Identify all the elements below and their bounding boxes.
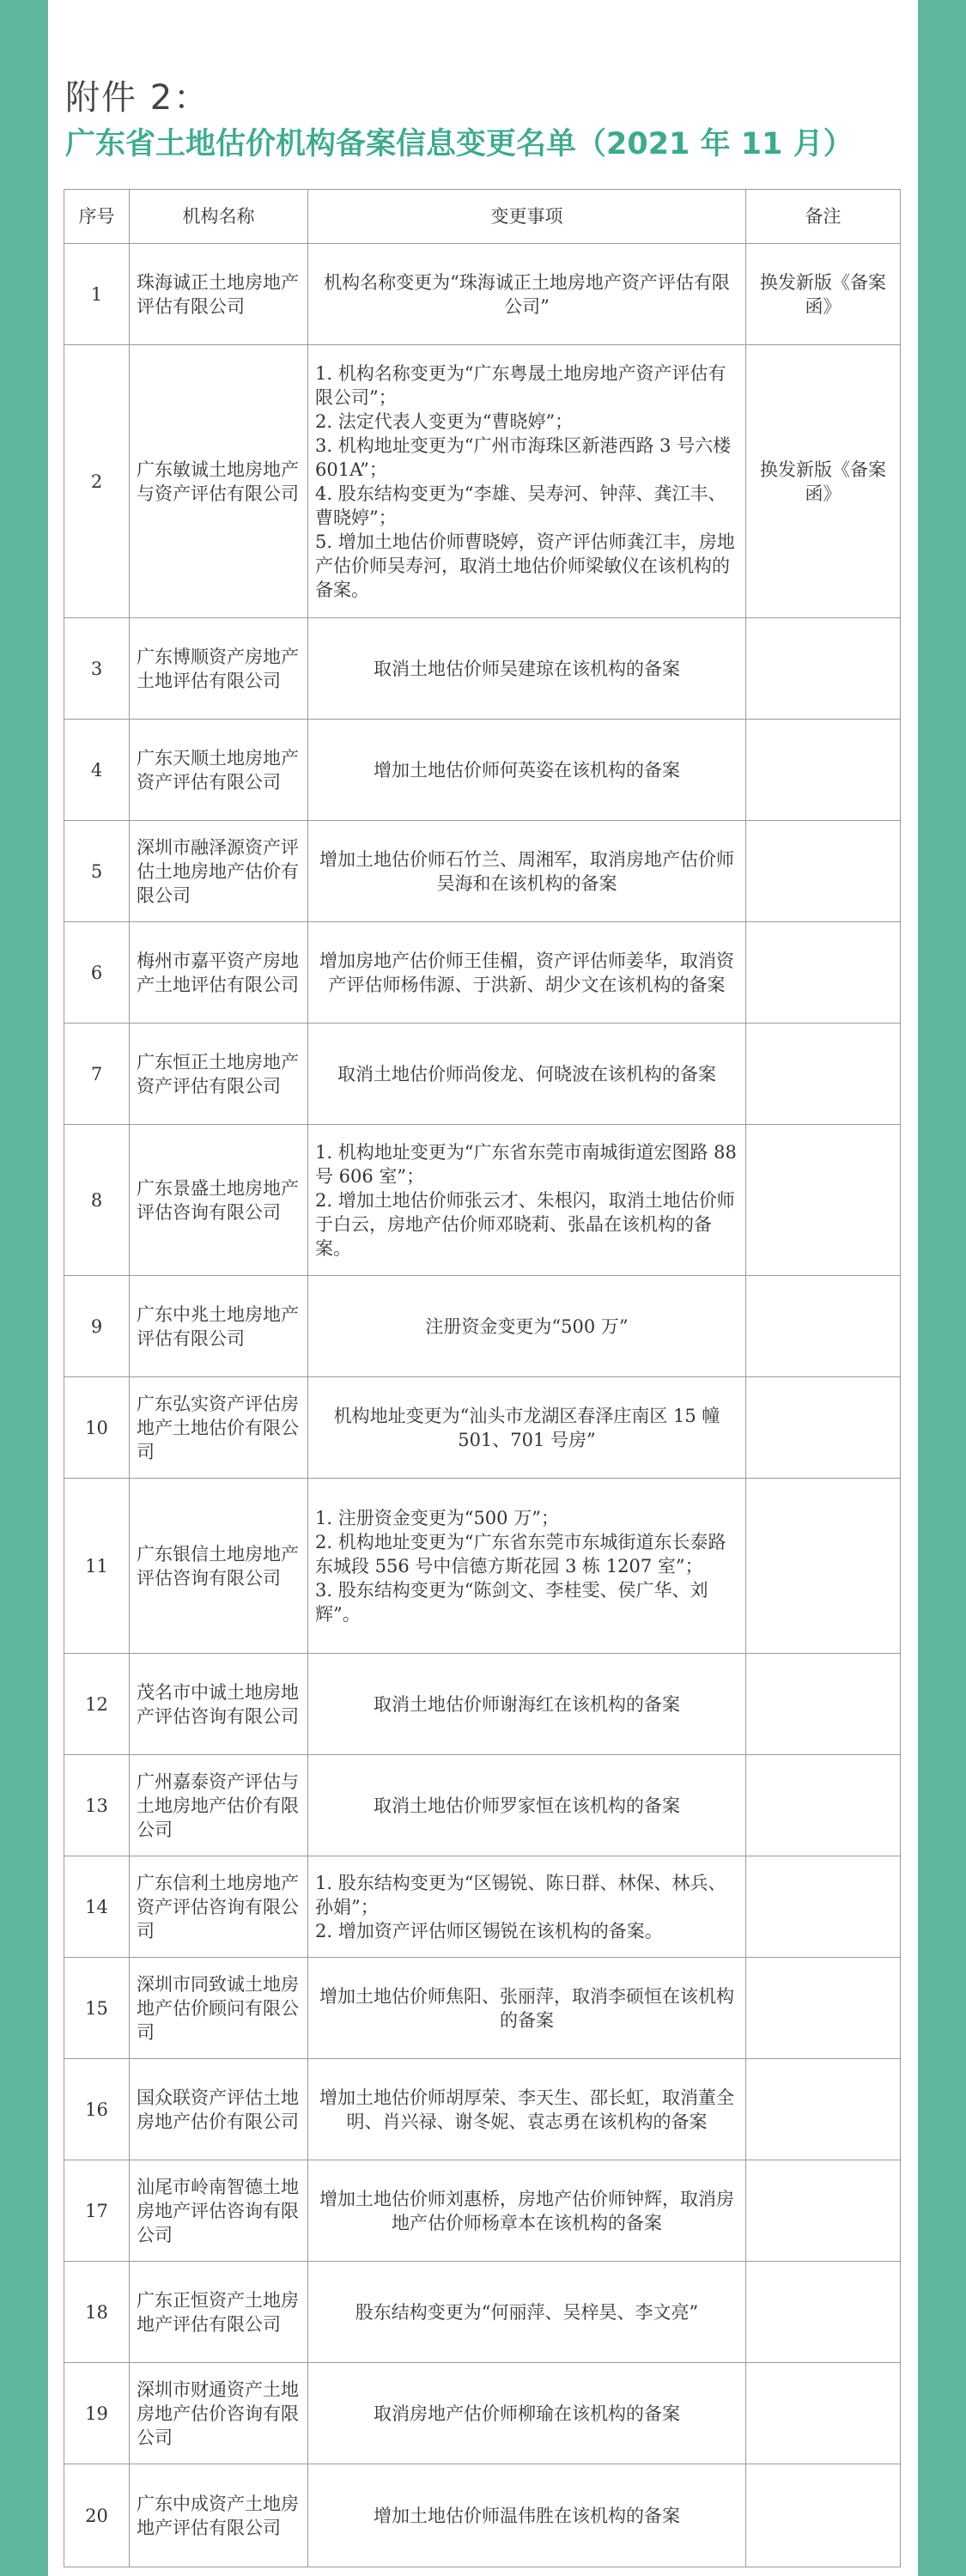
row-number: 2 bbox=[64, 345, 130, 618]
row-number: 5 bbox=[64, 821, 130, 922]
change-items-cell bbox=[308, 1856, 746, 1958]
org-name-cell: 广东天顺土地房地产资产评估有限公司 bbox=[130, 720, 308, 821]
row-number: 10 bbox=[64, 1377, 130, 1479]
table-row bbox=[64, 618, 901, 720]
remarks-cell bbox=[746, 2363, 901, 2464]
org-name-cell: 深圳市融泽源资产评估土地房地产估价有限公司 bbox=[130, 821, 308, 922]
row-number: 8 bbox=[64, 1125, 130, 1276]
table-row bbox=[64, 1276, 901, 1377]
document-title: 广东省土地估价机构备案信息变更名单（2021 年 11 月） bbox=[65, 127, 854, 161]
change-items-cell bbox=[308, 1654, 746, 1755]
org-name-cell: 广东中成资产土地房地产评估有限公司 bbox=[130, 2464, 308, 2567]
table-header-row bbox=[64, 190, 901, 244]
change-items-cell bbox=[308, 2160, 746, 2262]
org-name-cell: 深圳市财通资产土地房地产估价咨询有限公司 bbox=[130, 2363, 308, 2464]
table-row bbox=[64, 1856, 901, 1958]
change-item-line: 增加房地产估价师王佳楣，资产评估师姜华，取消资产评估师杨伟源、于洪新、胡少文在该机构的备案 bbox=[319, 950, 734, 995]
change-item-line: 3. 机构地址变更为“广州市海珠区新港西路 3 号六楼 601A”； bbox=[315, 434, 732, 480]
remarks-cell bbox=[746, 1755, 901, 1856]
change-items-cell bbox=[308, 244, 746, 345]
change-item-line: 取消房地产估价师柳瑜在该机构的备案 bbox=[374, 2403, 680, 2424]
header-org-name: 机构名称 bbox=[130, 190, 308, 244]
remarks-cell bbox=[746, 1125, 901, 1276]
document-page bbox=[48, 0, 918, 2576]
change-items-cell bbox=[308, 345, 746, 618]
table-row bbox=[64, 1024, 901, 1125]
table-row bbox=[64, 1755, 901, 1856]
row-number: 19 bbox=[64, 2363, 130, 2464]
table-row bbox=[64, 2464, 901, 2567]
org-name-cell: 广东正恒资产土地房地产评估有限公司 bbox=[130, 2262, 308, 2363]
change-items-cell bbox=[308, 618, 746, 720]
table-row bbox=[64, 1377, 901, 1479]
change-item-line: 4. 股东结构变更为“李雄、吴寿河、钟萍、龚江丰、曹晓婷”； bbox=[315, 483, 726, 528]
change-items-cell bbox=[308, 2059, 746, 2160]
change-items-cell bbox=[308, 2363, 746, 2464]
remarks-cell bbox=[746, 618, 901, 720]
row-number: 13 bbox=[64, 1755, 130, 1856]
change-items-cell bbox=[308, 1479, 746, 1654]
table-row bbox=[64, 821, 901, 922]
change-item-line: 增加土地估价师温伟胜在该机构的备案 bbox=[374, 2505, 680, 2526]
change-item-line: 1. 注册资金变更为“500 万”； bbox=[315, 1507, 559, 1528]
row-number: 16 bbox=[64, 2059, 130, 2160]
change-item-line: 5. 增加土地估价师曹晓婷，资产评估师龚江丰，房地产估价师吴寿河，取消土地估价师梁敏仪在该机构的备案。 bbox=[315, 531, 735, 600]
change-items-cell bbox=[308, 1125, 746, 1276]
row-number: 12 bbox=[64, 1654, 130, 1755]
remarks-cell bbox=[746, 720, 901, 821]
row-number: 18 bbox=[64, 2262, 130, 2363]
remarks-cell: 换发新版《备案函》 bbox=[746, 345, 901, 618]
change-items-cell bbox=[308, 1276, 746, 1377]
remarks-cell bbox=[746, 2160, 901, 2262]
change-item-line: 1. 机构名称变更为“广东粤晟土地房地产资产评估有限公司”； bbox=[315, 362, 726, 408]
org-name-cell: 广东景盛土地房地产评估咨询有限公司 bbox=[130, 1125, 308, 1276]
change-item-line: 机构地址变更为“汕头市龙湖区春泽庄南区 15 幢 501、701 号房” bbox=[333, 1405, 720, 1450]
table-row bbox=[64, 345, 901, 618]
row-number: 6 bbox=[64, 922, 130, 1024]
row-number: 4 bbox=[64, 720, 130, 821]
change-items-cell bbox=[308, 2262, 746, 2363]
change-item-line: 取消土地估价师谢海红在该机构的备案 bbox=[374, 1693, 680, 1715]
change-items-cell bbox=[308, 1755, 746, 1856]
remarks-cell bbox=[746, 1856, 901, 1958]
header-remarks: 备注 bbox=[746, 190, 901, 244]
table-row bbox=[64, 720, 901, 821]
change-item-line: 2. 机构地址变更为“广东省东莞市东城街道东长泰路东城段 556 号中信德方斯花园 3 栋 1207 室”； bbox=[315, 1531, 726, 1577]
change-items-cell bbox=[308, 922, 746, 1024]
change-list-table bbox=[64, 189, 901, 2567]
change-item-line: 增加土地估价师石竹兰、周湘军，取消房地产估价师吴海和在该机构的备案 bbox=[319, 848, 734, 894]
org-name-cell: 深圳市同致诚土地房地产估价顾问有限公司 bbox=[130, 1958, 308, 2059]
org-name-cell: 国众联资产评估土地房地产估价有限公司 bbox=[130, 2059, 308, 2160]
row-number: 7 bbox=[64, 1024, 130, 1125]
remarks-cell bbox=[746, 1024, 901, 1125]
row-number: 14 bbox=[64, 1856, 130, 1958]
org-name-cell: 广东敏诚土地房地产与资产评估有限公司 bbox=[130, 345, 308, 618]
change-items-cell bbox=[308, 2464, 746, 2567]
remarks-cell bbox=[746, 821, 901, 922]
table-row bbox=[64, 2059, 901, 2160]
remarks-cell: 换发新版《备案函》 bbox=[746, 244, 901, 345]
remarks-cell bbox=[746, 922, 901, 1024]
org-name-cell: 广州嘉泰资产评估与土地房地产估价有限公司 bbox=[130, 1755, 308, 1856]
org-name-cell: 广东弘实资产评估房地产土地估价有限公司 bbox=[130, 1377, 308, 1479]
org-name-cell: 广东信利土地房地产资产评估咨询有限公司 bbox=[130, 1856, 308, 1958]
change-item-line: 1. 机构地址变更为“广东省东莞市南城街道宏图路 88 号 606 室”； bbox=[315, 1141, 737, 1187]
header-change-items: 变更事项 bbox=[308, 190, 746, 244]
change-item-line: 增加土地估价师焦阳、张丽萍，取消李硕恒在该机构的备案 bbox=[319, 1985, 734, 2031]
org-name-cell: 广东恒正土地房地产资产评估有限公司 bbox=[130, 1024, 308, 1125]
remarks-cell bbox=[746, 1479, 901, 1654]
table-row bbox=[64, 244, 901, 345]
change-items-cell bbox=[308, 1024, 746, 1125]
change-item-line: 增加土地估价师刘惠桥，房地产估价师钟辉，取消房地产估价师杨章本在该机构的备案 bbox=[319, 2188, 734, 2233]
row-number: 17 bbox=[64, 2160, 130, 2262]
change-item-line: 1. 股东结构变更为“区锡锐、陈日群、林保、林兵、孙娟”； bbox=[315, 1872, 726, 1917]
org-name-cell: 茂名市中诚土地房地产评估咨询有限公司 bbox=[130, 1654, 308, 1755]
row-number: 3 bbox=[64, 618, 130, 720]
change-item-line: 取消土地估价师尚俊龙、何晓波在该机构的备案 bbox=[337, 1063, 716, 1084]
change-item-line: 2. 法定代表人变更为“曹晓婷”； bbox=[315, 410, 574, 432]
table-body bbox=[64, 244, 901, 2567]
remarks-cell bbox=[746, 1276, 901, 1377]
remarks-cell bbox=[746, 2059, 901, 2160]
change-item-line: 3. 股东结构变更为“陈剑文、李桂雯、侯广华、刘辉”。 bbox=[315, 1579, 708, 1625]
row-number: 20 bbox=[64, 2464, 130, 2567]
header-no: 序号 bbox=[64, 190, 130, 244]
change-item-line: 机构名称变更为“珠海诚正土地房地产资产评估有限公司” bbox=[324, 271, 730, 317]
change-item-line: 取消土地估价师吴建琼在该机构的备案 bbox=[374, 658, 680, 679]
remarks-cell bbox=[746, 1958, 901, 2059]
row-number: 15 bbox=[64, 1958, 130, 2059]
table-row bbox=[64, 1479, 901, 1654]
table-row bbox=[64, 2363, 901, 2464]
change-item-line: 股东结构变更为“何丽萍、吴梓昊、李文亮” bbox=[355, 2301, 699, 2323]
change-items-cell bbox=[308, 1958, 746, 2059]
org-name-cell: 梅州市嘉平资产房地产土地评估有限公司 bbox=[130, 922, 308, 1024]
table-row bbox=[64, 2160, 901, 2262]
row-number: 11 bbox=[64, 1479, 130, 1654]
change-item-line: 注册资金变更为“500 万” bbox=[425, 1315, 629, 1337]
change-item-line: 增加土地估价师胡厚荣、李天生、邵长虹，取消董全明、肖兴禄、谢冬妮、袁志勇在该机构的备案 bbox=[319, 2087, 734, 2132]
table-row bbox=[64, 1958, 901, 2059]
remarks-cell bbox=[746, 2262, 901, 2363]
org-name-cell: 珠海诚正土地房地产评估有限公司 bbox=[130, 244, 308, 345]
table-row bbox=[64, 1125, 901, 1276]
row-number: 9 bbox=[64, 1276, 130, 1377]
change-item-line: 增加土地估价师何英姿在该机构的备案 bbox=[374, 759, 680, 781]
table-row bbox=[64, 1654, 901, 1755]
org-name-cell: 广东博顺资产房地产土地评估有限公司 bbox=[130, 618, 308, 720]
table-header bbox=[64, 190, 901, 244]
change-items-cell bbox=[308, 821, 746, 922]
change-items-cell bbox=[308, 720, 746, 821]
remarks-cell bbox=[746, 1377, 901, 1479]
table-row bbox=[64, 922, 901, 1024]
org-name-cell: 汕尾市岭南智德土地房地产评估咨询有限公司 bbox=[130, 2160, 308, 2262]
change-item-line: 2. 增加土地估价师张云才、朱根闪，取消土地估价师于白云，房地产估价师邓晓莉、张晶在该机构的备案。 bbox=[315, 1189, 735, 1259]
org-name-cell: 广东中兆土地房地产评估有限公司 bbox=[130, 1276, 308, 1377]
remarks-cell bbox=[746, 1654, 901, 1755]
attachment-label: 附件 2： bbox=[65, 78, 210, 118]
org-name-cell: 广东银信土地房地产评估咨询有限公司 bbox=[130, 1479, 308, 1654]
row-number: 1 bbox=[64, 244, 130, 345]
change-item-line: 2. 增加资产评估师区锡锐在该机构的备案。 bbox=[315, 1920, 663, 1941]
remarks-cell bbox=[746, 2464, 901, 2567]
change-items-cell bbox=[308, 1377, 746, 1479]
table-row bbox=[64, 2262, 901, 2363]
change-item-line: 取消土地估价师罗家恒在该机构的备案 bbox=[374, 1795, 680, 1816]
